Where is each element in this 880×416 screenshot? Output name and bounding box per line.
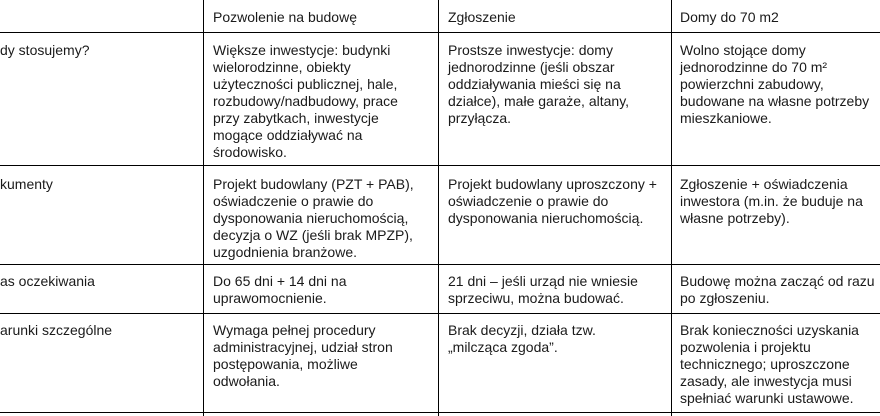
- column-divider: [438, 0, 439, 416]
- row-divider: [0, 412, 880, 413]
- table-cell: Brak decyzji, działa tzw. „milcząca zgoda”.: [448, 322, 596, 355]
- column-divider: [671, 0, 672, 416]
- table-cell: Brak konieczności uzyskania pozwolenia i projektu technicznego; uproszczone zasady, ale inwestycja musi spełniać warunki ustawowe.: [680, 322, 859, 406]
- row-divider: [0, 32, 880, 33]
- row-label-special-conditions: arunki szczególne: [0, 322, 113, 338]
- table-cell: Zgłoszenie + oświadczenia inwestora (m.in. że buduje na własne potrzeby).: [680, 176, 863, 226]
- table-cell: Budowę można zacząć od razu po zgłoszeniu.: [680, 273, 875, 306]
- table-cell: Wymaga pełnej procedury administracyjnej, udział stron postępowania, możliwe odwołania.: [213, 322, 393, 389]
- table-cell: Wolno stojące domy jednorodzinne do 70 m² powierzchni zabudowy, budowane na własne potrzeby mieszkaniowe.: [680, 42, 870, 126]
- header-houses-70m2: Domy do 70 m2: [680, 9, 779, 25]
- header-permit: Pozwolenie na budowę: [213, 9, 357, 25]
- table-cell: 21 dni – jeśli urząd nie wniesie sprzeciwu, można budować.: [448, 273, 638, 306]
- header-notification: Zgłoszenie: [448, 9, 516, 25]
- table-cell: Prostsze inwestycje: domy jednorodzinne (jeśli obszar oddziaływania mieści się na działce), małe garaże, altany, przyłącza.: [448, 42, 630, 126]
- row-label-documents: kumenty: [0, 176, 53, 192]
- row-divider: [0, 313, 880, 314]
- table-cell: Większe inwestycje: budynki wielorodzinne, obiekty użyteczności publicznej, hale, rozbudowy/nadbudowy, prace przy zabytkach, inwestycje mogące oddziaływać na środowisko.: [213, 42, 398, 160]
- row-label-when: dy stosujemy?: [0, 42, 90, 58]
- table-cell: Do 65 dni + 14 dni na uprawomocnienie.: [213, 273, 347, 306]
- row-divider: [0, 264, 880, 265]
- row-label-waiting-time: as oczekiwania: [0, 273, 95, 289]
- table-cell: Projekt budowlany (PZT + PAB), oświadczenie o prawie do dysponowania nieruchomością, decyzja o WZ (jeśli brak MPZP), uzgodnienia branżowe.: [213, 176, 414, 260]
- row-divider: [0, 165, 880, 166]
- table-cell: Projekt budowlany uproszczony + oświadczenie o prawie do dysponowania nieruchomością.: [448, 176, 657, 226]
- column-divider: [203, 0, 204, 416]
